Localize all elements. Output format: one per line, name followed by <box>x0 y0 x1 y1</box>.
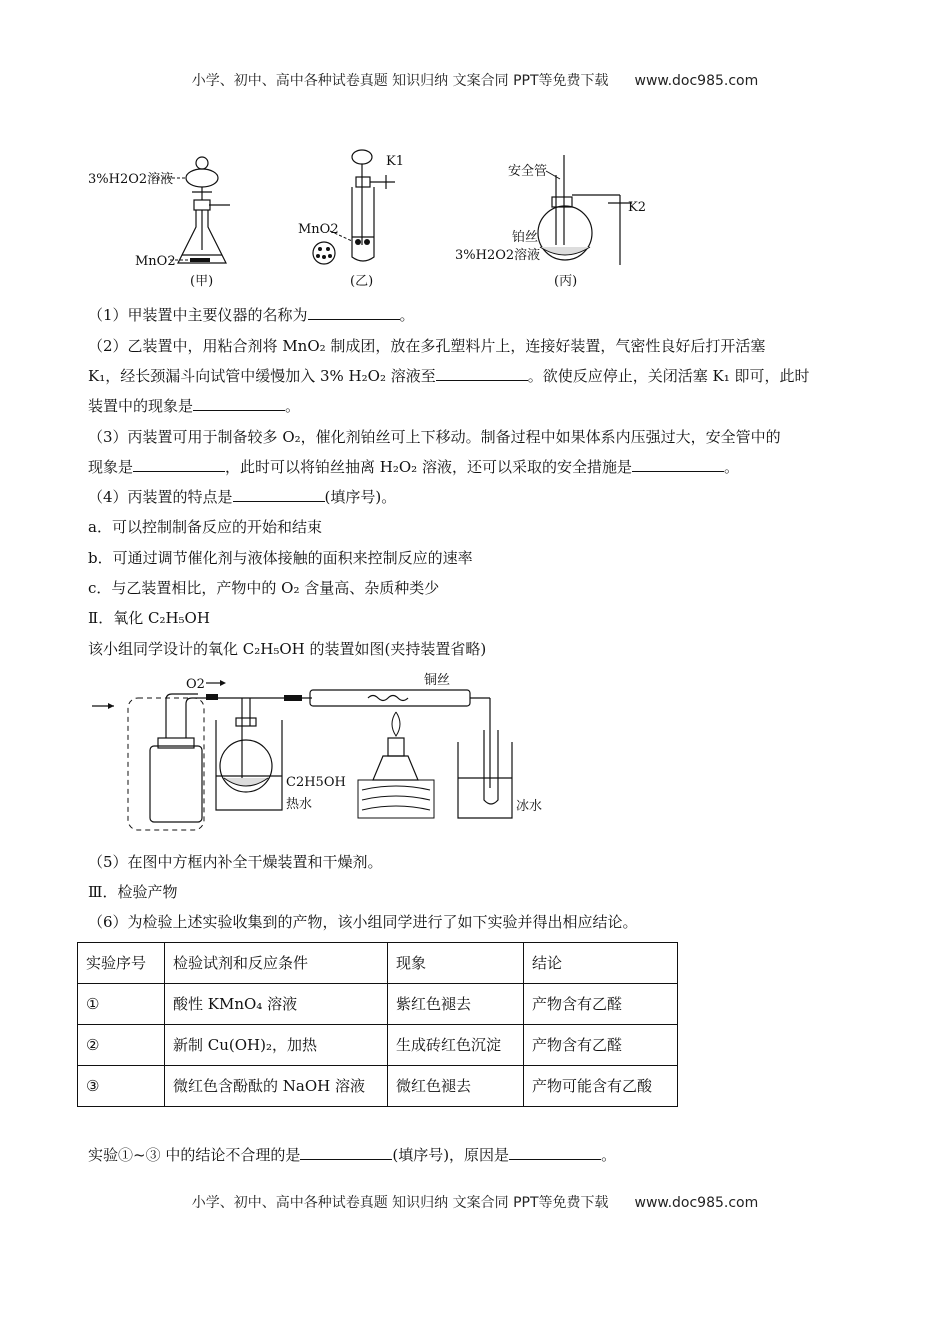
q2-text-d: 。 <box>285 397 301 415</box>
q1-blank[interactable] <box>308 305 400 320</box>
results-table <box>77 942 678 1107</box>
apparatus-yi <box>298 150 404 289</box>
q4-end: (填序号)。 <box>324 488 397 506</box>
q2-text-c: 装置中的现象是 <box>88 397 194 415</box>
jia-solution-label: 3%H2O2溶液 <box>88 172 174 187</box>
section-2-intro: 该小组同学设计的氧化 C₂H₅OH 的装置如图(夹持装置省略) <box>88 640 487 658</box>
cell-phenomenon: 生成砖红色沉淀 <box>388 1025 524 1066</box>
q3-text-a: 现象是 <box>88 458 134 476</box>
header-url[interactable]: www.doc985.com <box>634 73 759 89</box>
q2-blank-2[interactable] <box>193 396 285 411</box>
bing-caption: (丙) <box>554 274 578 289</box>
q3-blank-2[interactable] <box>632 457 724 472</box>
table-row <box>78 1066 678 1107</box>
question-3-line-1: （3）丙装置可用于制备较多 O₂，催化剂铂丝可上下移动。制备过程中如果体系内压强过大，安全管中的 <box>88 428 781 446</box>
question-4 <box>88 487 396 507</box>
q6-text-c: 。 <box>601 1146 617 1164</box>
q3-text-c: 。 <box>723 458 739 476</box>
bing-solution-label: 3%H2O2溶液 <box>455 248 541 263</box>
q4-option-c: c．与乙装置相比，产物中的 O₂ 含量高、杂质种类少 <box>88 579 440 597</box>
question-6-intro: （6）为检验上述实验收集到的产物，该小组同学进行了如下实验并得出相应结论。 <box>88 913 638 931</box>
cell-conclusion: 产物含有乙醛 <box>524 984 678 1025</box>
header-cell-conclusion: 结论 <box>524 943 678 984</box>
question-2-line-2 <box>88 366 810 386</box>
q2-text-b: 。欲使反应停止，关闭活塞 K₁ 即可，此时 <box>527 367 810 385</box>
question-6-conclusion <box>88 1145 616 1165</box>
cell-number: ② <box>78 1025 165 1066</box>
page-header <box>0 70 950 90</box>
q4-text: （4）丙装置的特点是 <box>88 488 233 506</box>
yi-caption: (乙) <box>350 274 374 289</box>
cell-conclusion: 产物可能含有乙酸 <box>524 1066 678 1107</box>
q6-text-a: 实验①~③ 中的结论不合理的是 <box>88 1146 301 1164</box>
copper-wire-label: 铜丝 <box>424 673 451 688</box>
q1-end: 。 <box>399 306 415 324</box>
q4-option-b: b．可通过调节催化剂与液体接触的面积来控制反应的速率 <box>88 549 473 567</box>
question-1 <box>88 305 415 325</box>
footer-text: 小学、初中、高中各种试卷真题 知识归纳 文案合同 PPT等免费下载 <box>191 1195 609 1211</box>
o2-label: O2 <box>186 677 205 692</box>
hot-water-label: 热水 <box>286 797 313 812</box>
cell-phenomenon: 紫红色褪去 <box>388 984 524 1025</box>
yi-valve-label: K1 <box>386 154 404 169</box>
cell-reagent: 新制 Cu(OH)₂，加热 <box>165 1025 388 1066</box>
table-row <box>78 984 678 1025</box>
bing-tube-label: 安全管 <box>508 164 548 179</box>
q6-text-b: (填序号)，原因是 <box>392 1146 510 1164</box>
q3-text-b: ，此时可以将铂丝抽离 H₂O₂ 溶液，还可以采取的安全措施是 <box>225 458 632 476</box>
q6-blank-1[interactable] <box>300 1145 392 1160</box>
section-2-title: Ⅱ．氧化 C₂H₅OH <box>88 609 210 627</box>
etoh-label: C2H5OH <box>286 775 346 790</box>
apparatus-bing <box>455 155 646 289</box>
q6-blank-2[interactable] <box>509 1145 601 1160</box>
cell-reagent: 微红色含酚酞的 NaOH 溶液 <box>165 1066 388 1107</box>
cell-number: ③ <box>78 1066 165 1107</box>
q4-blank[interactable] <box>233 487 325 502</box>
figure-oxygen-apparatus <box>80 145 680 295</box>
cell-number: ① <box>78 984 165 1025</box>
q2-blank-1[interactable] <box>436 366 528 381</box>
question-2-line-1: （2）乙装置中，用粘合剂将 MnO₂ 制成团，放在多孔塑料片上，连接好装置，气密性良好后打开活塞 <box>88 337 766 355</box>
section-3-title: Ⅲ．检验产物 <box>88 883 178 901</box>
ice-water-label: 冰水 <box>516 799 543 814</box>
header-cell-reagent: 检验试剂和反应条件 <box>165 943 388 984</box>
q4-option-a: a．可以控制制备反应的开始和结束 <box>88 518 322 536</box>
q1-text: （1）甲装置中主要仪器的名称为 <box>88 306 308 324</box>
q3-blank-1[interactable] <box>133 457 225 472</box>
jia-catalyst-label: MnO2 <box>135 254 176 269</box>
header-cell-number: 实验序号 <box>78 943 165 984</box>
table-header-row <box>78 943 678 984</box>
cell-conclusion: 产物含有乙醛 <box>524 1025 678 1066</box>
question-2-line-3 <box>88 396 300 416</box>
bing-wire-label: 铂丝 <box>512 230 539 245</box>
footer-url[interactable]: www.doc985.com <box>634 1195 759 1211</box>
question-5: （5）在图中方框内补全干燥装置和干燥剂。 <box>88 853 383 871</box>
cell-phenomenon: 微红色褪去 <box>388 1066 524 1107</box>
yi-catalyst-label: MnO2 <box>298 222 339 237</box>
jia-caption: (甲) <box>190 274 214 289</box>
apparatus-jia <box>88 157 230 289</box>
header-cell-phenomenon: 现象 <box>388 943 524 984</box>
q2-text-a: K₁，经长颈漏斗向试管中缓慢加入 3% H₂O₂ 溶液至 <box>88 367 436 385</box>
header-text: 小学、初中、高中各种试卷真题 知识归纳 文案合同 PPT等免费下载 <box>191 73 609 89</box>
figure-oxidation-apparatus <box>88 668 568 838</box>
bing-valve-label: K2 <box>628 200 646 215</box>
table-row <box>78 1025 678 1066</box>
question-3-line-2 <box>88 457 739 477</box>
page-footer <box>0 1192 950 1212</box>
cell-reagent: 酸性 KMnO₄ 溶液 <box>165 984 388 1025</box>
